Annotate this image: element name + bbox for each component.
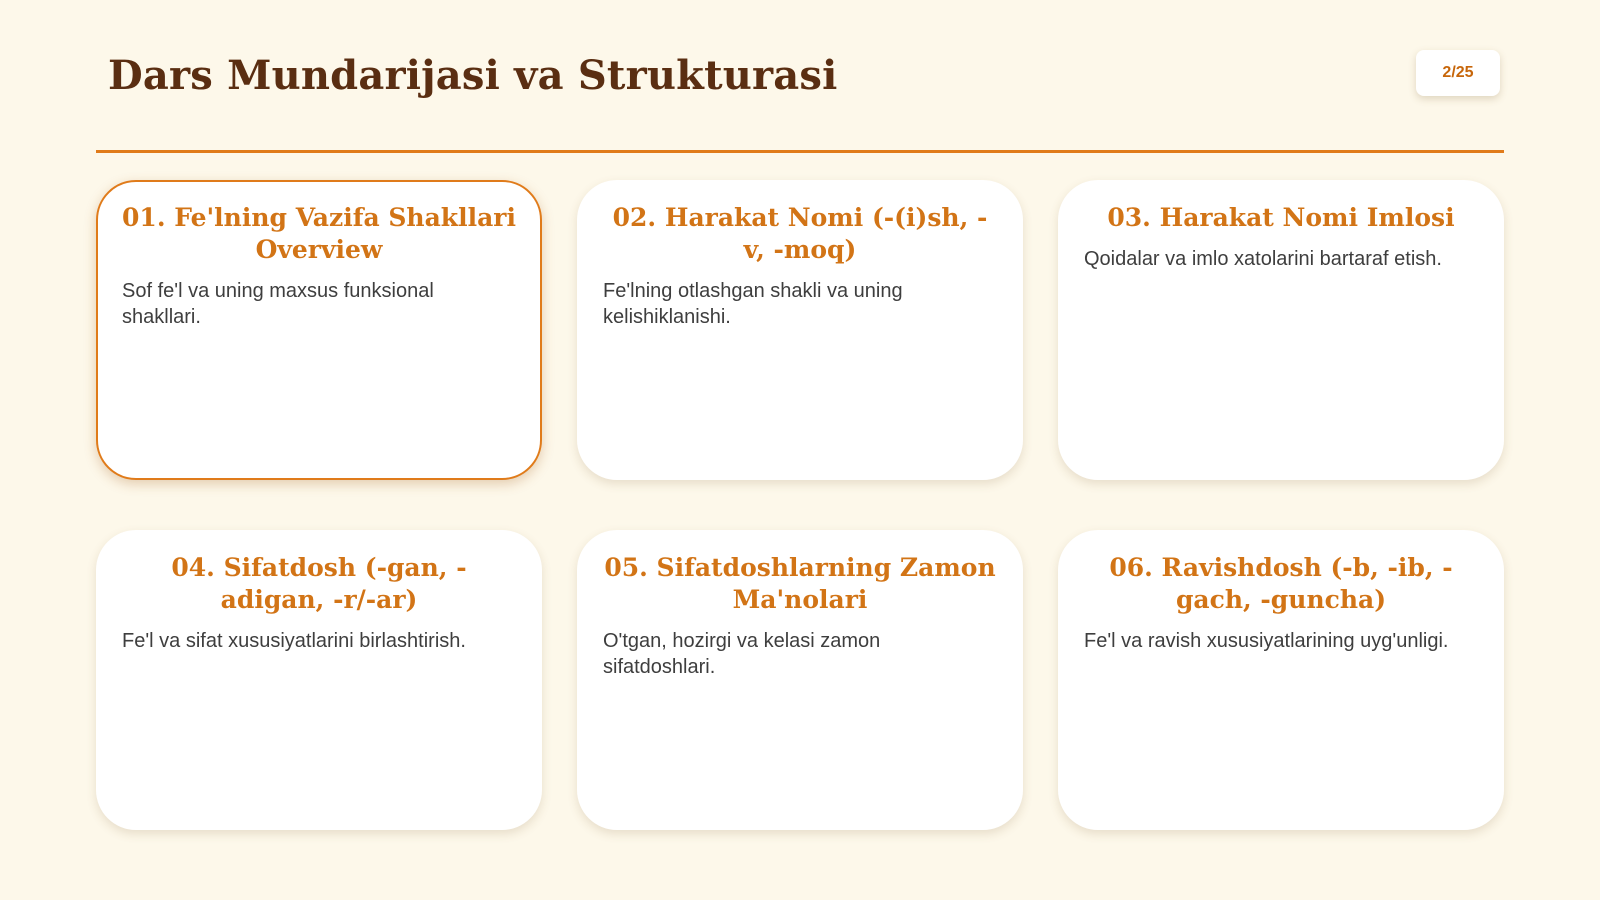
page-title: Dars Mundarijasi va Strukturasi [108,52,838,99]
card-description: Sof fe'l va uning maxsus funksional shakllari. [122,280,434,328]
card-title: 06. Ravishdosh (-b, -ib, -gach, -guncha) [1109,553,1453,614]
contents-grid [96,180,1504,830]
card-title: 03. Harakat Nomi Imlosi [1107,203,1455,232]
section-card-02[interactable] [577,180,1023,480]
section-card-04[interactable] [96,530,542,830]
section-card-06[interactable] [1058,530,1504,830]
card-description: Fe'lning otlashgan shakli va uning kelishiklanishi. [603,280,903,328]
title-divider [96,150,1504,153]
section-card-05[interactable] [577,530,1023,830]
page-indicator-badge: 2/25 [1416,50,1500,96]
card-title: 04. Sifatdosh (-gan, -adigan, -r/-ar) [171,553,467,614]
card-title: 01. Fe'lning Vazifa Shakllari Overview [122,203,516,264]
card-title: 05. Sifatdoshlarning Zamon Ma'nolari [604,553,996,614]
card-description: O'tgan, hozirgi va kelasi zamon sifatdoshlari. [603,630,881,678]
section-card-03[interactable] [1058,180,1504,480]
card-description: Fe'l va sifat xususiyatlarini birlashtirish. [122,630,466,652]
section-card-01[interactable] [96,180,542,480]
card-description: Fe'l va ravish xususiyatlarining uyg'unligi. [1084,630,1449,652]
card-title: 02. Harakat Nomi (-(i)sh, -v, -moq) [612,203,988,264]
card-description: Qoidalar va imlo xatolarini bartaraf etish. [1084,248,1442,270]
